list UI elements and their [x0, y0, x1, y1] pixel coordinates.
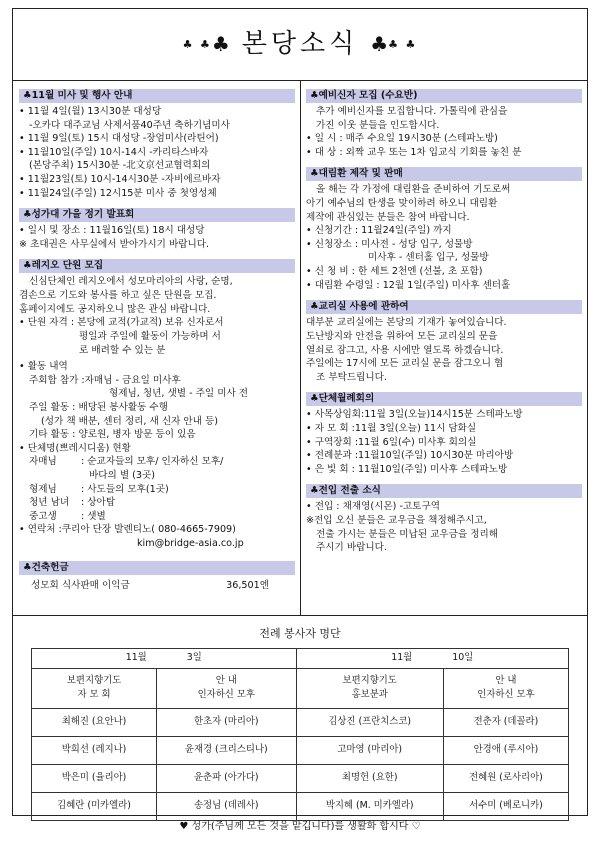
server-name-cell: 고마영 (마리아) — [296, 736, 443, 764]
legio-activity-line: 형제님, 청년, 샛별 - 주일 미사 전 — [109, 388, 249, 400]
choir-line: ※ 초대권은 사무실에서 받아가시기 바랍니다. — [19, 238, 210, 250]
page-banner — [13, 9, 587, 81]
meetings-section — [306, 392, 582, 476]
server-name-cell: 박은미 (율리아) — [32, 764, 157, 792]
transfer-line: 주시기 바랍니다. — [316, 542, 387, 554]
legio-intro-line: 홈페이지에도 공지하오니 많은 관심 바랍니다. — [19, 303, 211, 315]
advent-wreath-section — [306, 167, 582, 292]
meeting-line: • 전례분과 :11월10일(주일) 10시30분 마리아방 — [306, 450, 514, 462]
transfer-line: • 전입 : 채재영(시몬) -고토구역 — [306, 501, 440, 513]
legio-qualification-label: • 단원 자격 : — [19, 317, 75, 329]
server-name-cell: 송정님 (데레사) — [157, 792, 296, 820]
wreath-price: • 신 청 비 : 한 세트 2천엔 (선불, 초 포함) — [306, 266, 483, 278]
servers-date-day: 3일 — [186, 652, 202, 664]
mass-line: -오카다 대주교님 사제서품40주년 축하기념미사 — [29, 119, 230, 131]
transfer-heading: ♣전입 전출 소식 — [306, 484, 582, 498]
club-icon-left: ♣ — [211, 32, 230, 57]
club-icon-right: ♣ — [370, 32, 389, 57]
legio-status-key: 중고생 — [29, 510, 57, 522]
choir-line: • 일시 및 장소 : 11월16일(토) 18시 대성당 — [19, 225, 205, 237]
servers-date-row — [32, 648, 569, 668]
legio-activity-label: • 활동 내역 — [19, 361, 68, 373]
legio-contact: • 연락처 :쿠리아 단장 발렌티노( 080-4665-7909) — [19, 524, 236, 536]
wreath-place: 미사후 - 센터홀 입구, 성물방 — [368, 252, 489, 264]
legio-qualification-text: 본당에 교적(가교적) 보유 신자로서 — [77, 317, 224, 329]
wreath-intro-line: 아기 예수님의 탄생을 맞이하려 하오니 대림환 — [306, 198, 498, 210]
club-icon-small-left: ♣ ♣ — [182, 37, 212, 51]
legio-intro-line: 신심단체인 레지오에서 성모마리아의 사랑, 순명, — [29, 276, 233, 288]
legio-status-value: 바다의 별 (3곳) — [89, 470, 156, 482]
server-name-cell: 최명헌 (요한) — [296, 764, 443, 792]
legio-status-value: : 사도들의 모후(1곳) — [81, 483, 169, 495]
classroom-line: 조 부탁드립니다. — [316, 371, 387, 383]
catechumen-heading: ♣예비신자 모집 (수요반) — [306, 89, 582, 103]
legio-qualification-line: 평일과 주일에 활동이 가능하며 서 — [79, 330, 221, 342]
mass-line: • 11월23일(토) 10시-14시30분 -자비에르바자 — [19, 174, 221, 186]
legio-activity-line: (성가 책 배분, 센터 정리, 새 신자 안내 등) — [41, 415, 218, 427]
catechumen-line: 가진 이웃 분들을 인도합시다. — [316, 119, 440, 131]
servers-date-cell — [296, 648, 569, 668]
mass-line: (본당주최) 15시30분 -北文京선교협력회의 — [29, 160, 211, 172]
servers-header-role: 보편지향기도 — [66, 674, 122, 686]
legio-status-value: : 상아탑 — [81, 497, 116, 509]
legio-qualification — [19, 316, 295, 330]
mass-line: • 11월10일(주일) 10시-14시 -카리타스바자 — [19, 146, 209, 158]
servers-header-role: 안 내 — [495, 674, 517, 686]
legio-status-row — [19, 455, 295, 469]
server-name-cell: 서수미 (베로니카) — [443, 792, 568, 820]
classroom-heading: ♣교리실 사용에 관하여 — [306, 300, 582, 314]
wreath-intro-line: 제작에 관심있는 분들은 참여 바랍니다. — [306, 211, 470, 223]
classroom-line: 주일에는 17시에 모든 교리실 문을 잠그오니 협 — [306, 358, 504, 370]
legio-status-value: : 순교자들의 모후/ 인자하신 모후/ — [81, 456, 224, 468]
table-row — [32, 736, 569, 764]
servers-header-cell — [443, 668, 568, 708]
server-name-cell: 윤재경 (크리스티나) — [157, 736, 296, 764]
donation-label: 성모회 식사판매 이익금 — [31, 579, 130, 591]
legio-status-key: 형제님 — [29, 483, 57, 495]
page-title: 본당소식 — [241, 29, 359, 60]
right-column — [306, 89, 582, 563]
servers-date-cell — [32, 648, 297, 668]
servers-date-month: 11월 — [391, 652, 413, 664]
column-divider — [300, 81, 301, 615]
server-name-cell: 최해진 (요안나) — [32, 708, 157, 736]
meetings-heading: ♣단체월례회의 — [306, 392, 582, 406]
choir-section — [19, 208, 295, 251]
classroom-line: 도난방지와 안전을 위하여 모든 교리실의 문을 — [306, 330, 498, 342]
transfer-line: 전출 가시는 분들은 미납된 교우금을 정리해 — [316, 528, 499, 540]
liturgy-servers-section — [13, 626, 587, 821]
donation-heading: ♣건축헌금 — [19, 561, 295, 575]
legio-intro-line: 겸손으로 기도와 봉사를 하고 싶은 단원을 모집. — [19, 290, 217, 302]
classroom-line: 열쇠로 잠그고, 사용 시에만 열도록 하겠습니다. — [306, 344, 504, 356]
mass-line: • 11월 4일(월) 13시30분 대성당 — [19, 106, 162, 117]
servers-date-day: 10일 — [452, 652, 474, 664]
servers-header-group: 인자하신 모후 — [197, 689, 255, 701]
mass-schedule-heading: ♣11월 미사 및 행사 안내 — [19, 89, 295, 103]
donation-row — [19, 577, 295, 593]
servers-header-role: 보편지향기도 — [342, 674, 397, 686]
meeting-line: • 은 빛 회 : 11월10일(주일) 미사후 스테파노방 — [306, 463, 508, 475]
legio-qualification-line: 로 배려할 수 있는 분 — [79, 344, 166, 356]
catechumen-line: • 대 상 : 외짝 교우 또는 1차 입교식 기회를 놓친 분 — [306, 146, 522, 158]
news-columns — [13, 81, 587, 616]
table-row — [32, 708, 569, 736]
donation-section — [19, 561, 295, 593]
mass-line: • 11월 9일(토) 15시 대성당 -장엄미사(라틴어) — [19, 133, 219, 145]
servers-date-month: 11월 — [125, 652, 147, 664]
wreath-receive: • 대림환 수령일 : 12월 1일(주일) 미사후 센터홀 — [306, 279, 511, 291]
legio-activity-line: 기타 활동 : 양로원, 병자 방문 등이 있음 — [29, 429, 196, 441]
choir-heading: ♣성가대 가을 정기 발표회 — [19, 208, 295, 222]
bulletin-page — [12, 8, 588, 816]
server-name-cell: 안경애 (루시아) — [443, 736, 568, 764]
servers-header-role: 안 내 — [215, 674, 237, 686]
legio-status-label: • 단체명(쁘레시디움) 현황 — [19, 442, 131, 454]
legio-status-row — [19, 469, 295, 483]
donation-amount: 36,501엔 — [226, 579, 269, 591]
classroom-line: 대부분 교리실에는 본당의 기재가 놓여있습니다. — [306, 317, 507, 329]
transfer-line: ※전입 오신 분들은 교우금을 책정해주시고, — [306, 515, 487, 527]
legio-heading: ♣레지오 단원 모집 — [19, 259, 295, 273]
server-name-cell: 김상진 (프란치스코) — [296, 708, 443, 736]
meeting-line: • 자 모 회 :11월 3일(오늘) 11시 담화실 — [306, 422, 477, 434]
wreath-intro-line: 올 해는 각 가정에 대림환을 준비하여 기도로써 — [316, 184, 511, 196]
meeting-line: • 구역장회 :11월 6일(수) 미사후 회의실 — [306, 436, 477, 448]
wreath-place: • 신청장소 : 미사전 - 성당 입구, 성물방 — [306, 238, 473, 250]
servers-header-group: 자 모 회 — [77, 689, 111, 701]
legio-status-row — [19, 496, 295, 510]
catechumen-section — [306, 89, 582, 159]
servers-header-cell — [296, 668, 443, 708]
legio-section — [19, 259, 295, 550]
legio-status-key — [19, 469, 81, 483]
servers-header-group: 홍보분과 — [351, 689, 388, 701]
servers-title: 전례 봉사자 명단 — [259, 627, 341, 640]
legio-activity-line: 주회합 참가 :자매님 - 금요일 미사후 — [29, 374, 181, 386]
club-icon-small-right: ♣ ♣ — [388, 37, 418, 51]
legio-activity-line: 주일 활동 : 배당된 봉사활동 수행 — [29, 401, 168, 413]
legio-email[interactable]: kim@bridge-asia.co.jp — [137, 538, 244, 550]
meeting-line: • 사목상임회:11월 3일(오늘)14시15분 스테파노방 — [306, 409, 523, 421]
legio-status-value: : 샛별 — [81, 510, 106, 522]
servers-header-group: 인자하신 모후 — [477, 689, 535, 701]
left-column — [19, 89, 295, 600]
mass-schedule-section — [19, 89, 295, 200]
servers-table — [31, 648, 569, 821]
server-name-cell: 윤춘파 (아가다) — [157, 764, 296, 792]
catechumen-line: 추가 예비신자를 모집합니다. 가톨릭에 관심을 — [316, 106, 508, 117]
server-name-cell: 한초자 (마리아) — [157, 708, 296, 736]
server-name-cell: 김혜란 (미카엘라) — [32, 792, 157, 820]
legio-status-row — [19, 510, 295, 524]
footer-motto: ♥ 성가(주님께 모든 것을 맡깁니다)를 생활화 합시다 ♡ — [179, 821, 421, 832]
mass-line: • 11월24일(주일) 12시15분 미사 중 첫영성체 — [19, 187, 217, 199]
legio-status-key: 자매님 — [29, 456, 57, 468]
server-name-cell: 전춘자 (데꼴라) — [443, 708, 568, 736]
servers-header-cell — [157, 668, 296, 708]
advent-wreath-heading: ♣대림환 제작 및 판매 — [306, 167, 582, 181]
server-name-cell: 박희선 (레지나) — [32, 736, 157, 764]
table-row — [32, 764, 569, 792]
transfer-section — [306, 484, 582, 554]
classroom-section — [306, 300, 582, 384]
servers-header-cell — [32, 668, 157, 708]
wreath-period: • 신청기간 : 11월24일(주일) 까지 — [306, 225, 452, 237]
server-name-cell: 전혜원 (로사리아) — [443, 764, 568, 792]
catechumen-line: • 일 시 : 매주 수요일 19시30분 (스테파노방) — [306, 133, 498, 145]
legio-status-key: 청년 남녀 — [29, 497, 70, 509]
server-name-cell: 박지혜 (M. 미카엘라) — [296, 792, 443, 820]
legio-status-row — [19, 483, 295, 497]
servers-header-row — [32, 668, 569, 708]
table-row — [32, 792, 569, 820]
